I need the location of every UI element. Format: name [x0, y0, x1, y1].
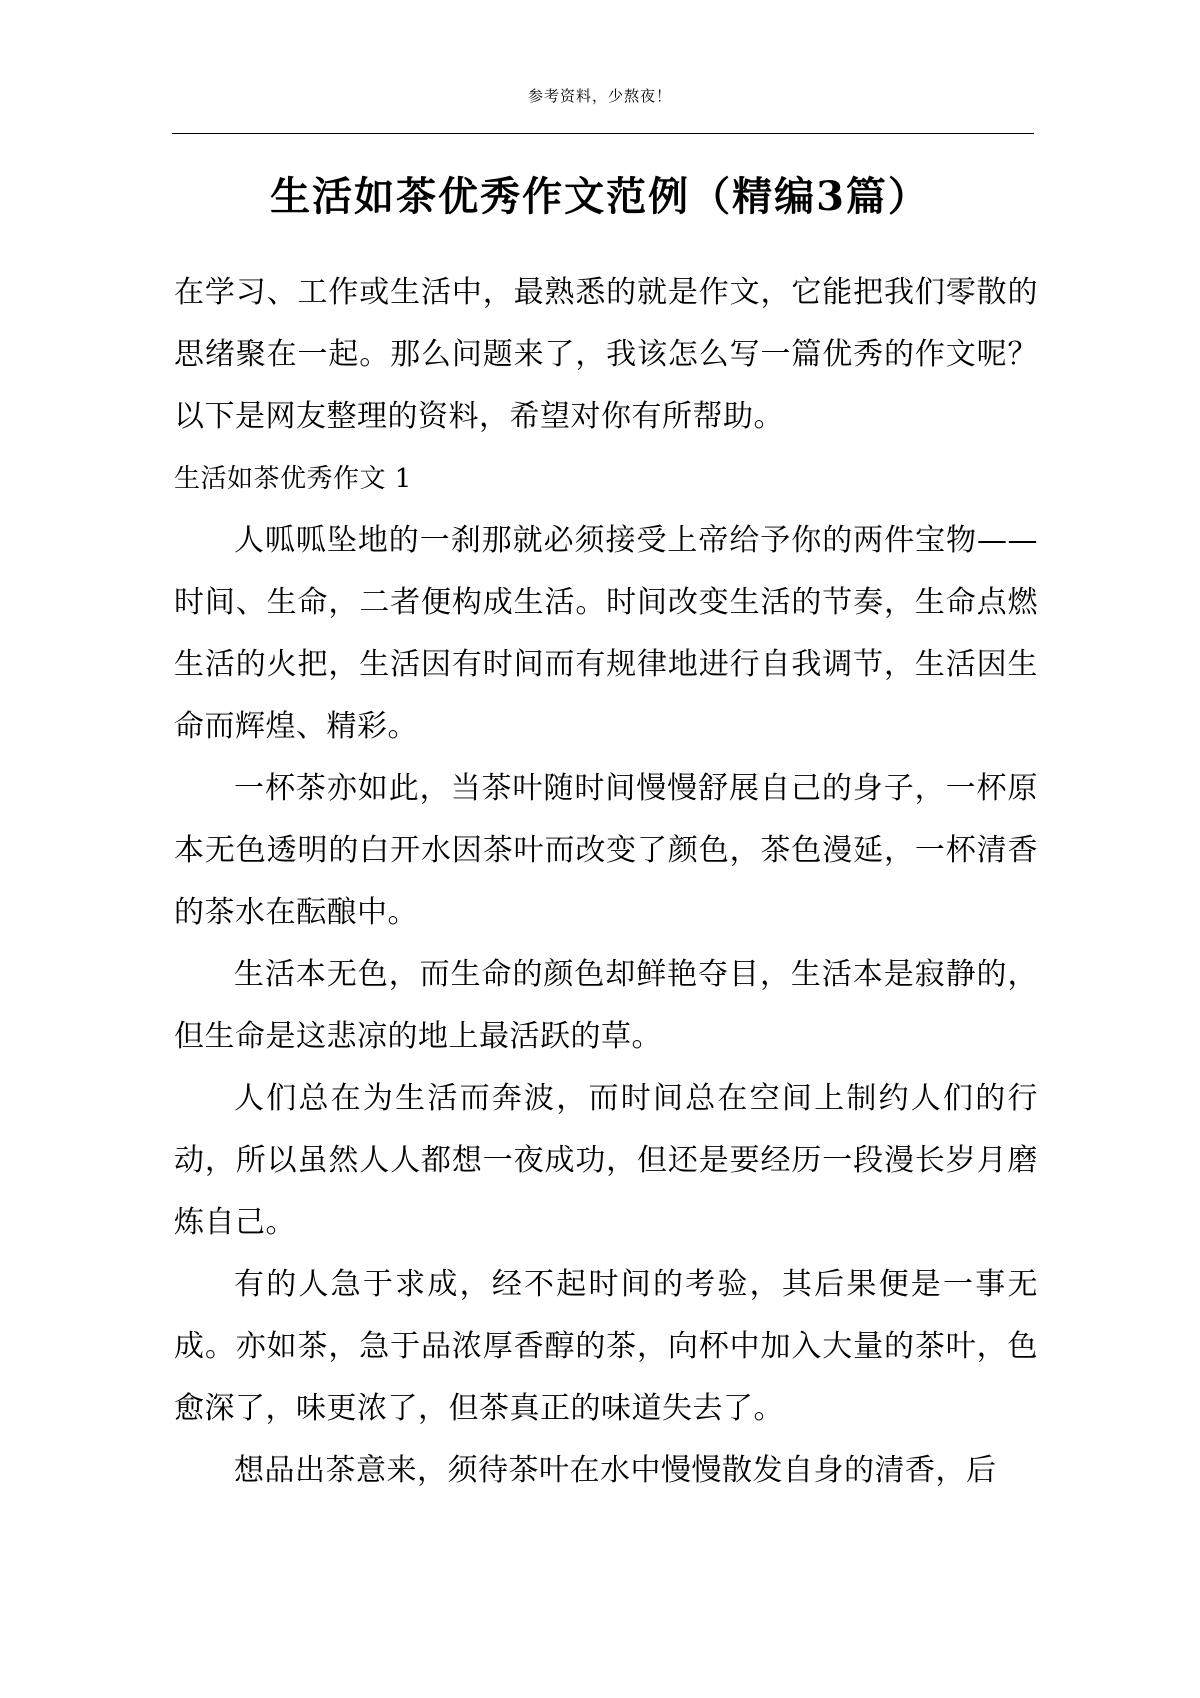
document-title: 生活如茶优秀作文范例（精编3篇） — [270, 172, 930, 220]
body-paragraph: 有的人急于求成，经不起时间的考验，其后果便是一事无成。亦如茶，急于品浓厚香醇的茶，向杯中加入大量的茶叶，色愈深了，味更浓了，但茶真正的味道失去了。 — [174, 1267, 1038, 1426]
body-paragraph: 想品出茶意来，须待茶叶在水中慢慢散发自身的清香，后 — [234, 1453, 997, 1488]
body-paragraph: 一杯茶亦如此，当茶叶随时间慢慢舒展自己的身子，一杯原本无色透明的白开水因茶叶而改变了颜色，茶色漫延，一杯清香的茶水在酝酿中。 — [174, 771, 1038, 930]
intro-paragraph: 在学习、工作或生活中，最熟悉的就是作文，它能把我们零散的思绪聚在一起。那么问题来了，我该怎么写一篇优秀的作文呢？以下是网友整理的资料，希望对你有所帮助。 — [174, 275, 1038, 434]
section-heading: 生活如茶优秀作文 1 — [174, 464, 412, 494]
document-body — [174, 262, 1038, 1502]
body-paragraph: 人呱呱坠地的一刹那就必须接受上帝给予你的两件宝物——时间、生命，二者便构成生活。时间改变生活的节奏，生命点燃生活的火把，生活因有时间而有规律地进行自我调节，生活因生命而辉煌、精彩。 — [174, 523, 1038, 744]
header-note: 参考资料，少熬夜！ — [527, 87, 672, 105]
header-divider — [172, 133, 1034, 134]
body-paragraph: 生活本无色，而生命的颜色却鲜艳夺目，生活本是寂静的，但生命是这悲凉的地上最活跃的草。 — [174, 957, 1038, 1054]
body-paragraph: 人们总在为生活而奔波，而时间总在空间上制约人们的行动，所以虽然人人都想一夜成功，但还是要经历一段漫长岁月磨炼自己。 — [174, 1081, 1038, 1240]
